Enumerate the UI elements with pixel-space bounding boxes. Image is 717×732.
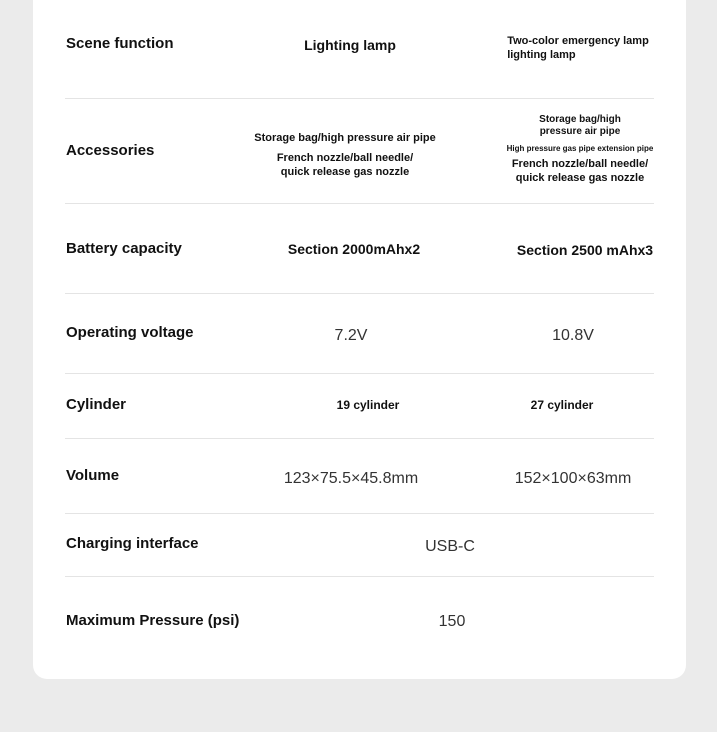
cylinder-value-b: 27 cylinder — [530, 398, 594, 412]
row-divider — [65, 293, 654, 294]
volume-value-b: 152×100×63mm — [514, 470, 632, 487]
battery-value-a: Section 2000mAhx2 — [287, 241, 421, 257]
accessories-a-line3: quick release gas nozzle — [280, 166, 410, 178]
accessories-b-line1: Storage bag/high — [539, 114, 621, 125]
accessories-a-line2: French nozzle/ball needle/ — [276, 152, 414, 164]
pressure-value: 150 — [438, 613, 466, 630]
row-label-voltage: Operating voltage — [66, 324, 194, 341]
row-label-battery: Battery capacity — [66, 240, 182, 257]
row-divider — [65, 576, 654, 577]
row-label-pressure: Maximum Pressure (psi) — [66, 612, 240, 629]
row-label-accessories: Accessories — [66, 142, 155, 159]
row-divider — [65, 513, 654, 514]
spec-card — [33, 0, 686, 679]
accessories-a-line1: Storage bag/high pressure air pipe — [254, 132, 436, 144]
row-label-cylinder: Cylinder — [66, 396, 127, 413]
scene-value-b — [507, 34, 649, 62]
row-label-volume: Volume — [66, 467, 120, 484]
row-divider — [65, 373, 654, 374]
accessories-b-line2: pressure air pipe — [539, 126, 621, 137]
row-divider — [65, 203, 654, 204]
voltage-value-b: 10.8V — [552, 327, 594, 344]
cylinder-value-a: 19 cylinder — [336, 398, 400, 412]
accessories-value-a — [254, 131, 436, 179]
accessories-b-line4: French nozzle/ball needle/ — [511, 158, 649, 170]
accessories-b-line5: quick release gas nozzle — [515, 172, 645, 184]
row-label-scene: Scene function — [66, 35, 174, 52]
accessories-value-b — [507, 114, 654, 185]
accessories-b-line3: High pressure gas pipe extension pipe — [506, 144, 654, 153]
charging-value: USB-C — [425, 538, 475, 555]
row-divider — [65, 98, 654, 99]
volume-value-a: 123×75.5×45.8mm — [283, 470, 419, 487]
row-divider — [65, 438, 654, 439]
scene-value-a: Lighting lamp — [304, 37, 396, 53]
scene-value-b-line2: lighting lamp — [507, 49, 576, 61]
voltage-value-a: 7.2V — [334, 327, 368, 344]
battery-value-b: Section 2500 mAhx3 — [516, 242, 654, 258]
row-label-charging: Charging interface — [66, 535, 199, 552]
scene-value-b-line1: Two-color emergency lamp — [507, 35, 649, 47]
